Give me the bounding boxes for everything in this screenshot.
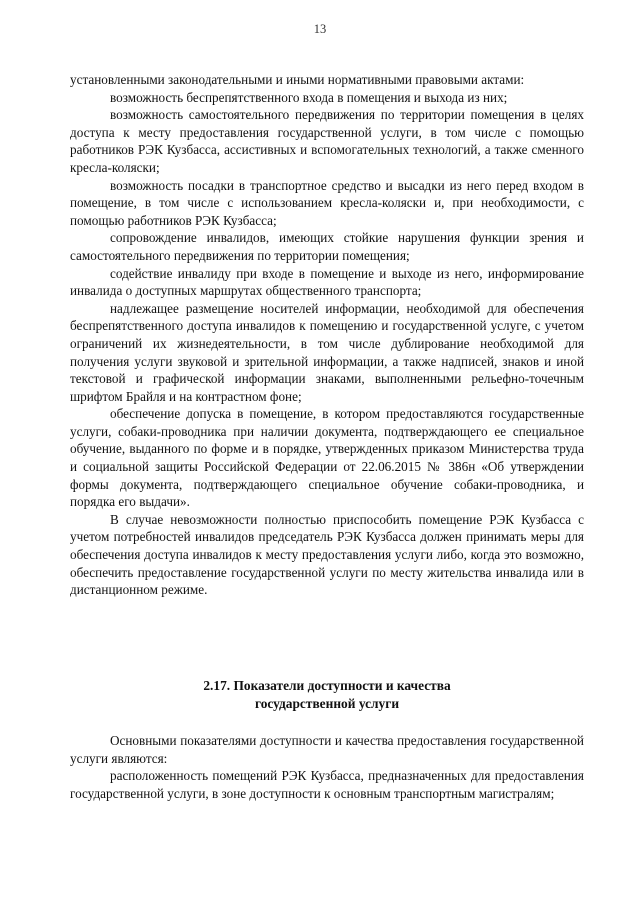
- section-heading-line-1: 2.17. Показатели доступности и качества: [203, 678, 451, 693]
- paragraph: сопровождение инвалидов, имеющих стойкие нарушения функции зрения и самостоятельного передвижения по территории помещения;: [70, 230, 584, 263]
- paragraph: надлежащее размещение носителей информации, необходимой для обеспечения беспрепятственного доступа инвалидов к помещению и государственной услуге, с учетом ограничений их жизнедеятельности, в том числе дублирование необходимой для получения услуги звуковой и зрительной информации, а также надписей, знаков и иной текстовой и графической информации знаками, выполненными рельефно-точечным шрифтом Брайля и на контрастном фоне;: [70, 300, 584, 404]
- paragraph: содействие инвалиду при входе в помещение и выходе из него, информирование инвалида о доступных маршрутах общественного транспорта;: [70, 265, 584, 299]
- body-text-bottom: [70, 732, 584, 802]
- paragraph: возможность самостоятельного передвижения по территории помещения в целях доступа к месту предоставления государственной услуги, в том числе с помощью работников РЭК Кузбасса, ассистивных и вспомогательных технологий, а также сменного кресла-коляски;: [70, 107, 584, 175]
- paragraph: В случае невозможности полностью приспособить помещение РЭК Кузбасса с учетом потребностей инвалидов председатель РЭК Кузбасса должен принимать меры для обеспечения доступа инвалидов к месту предоставления услуги либо, когда это возможно, обеспечить предоставление государственной услуги по месту жительства инвалида или в дистанционном режиме.: [70, 511, 584, 598]
- paragraph: обеспечение допуска в помещение, в котором предоставляются государственные услуги, собаки-проводника при наличии документа, подтверждающего ее специальное обучение, выданного по форме и в порядке, утвержденных приказом Министерства труда и социальной защиты Российской Федерации от 22.06.2015 № 386н «Об утверждении формы документа, подтверждающего специальное обучение собаки-проводника, и порядка его выдачи».: [70, 406, 584, 510]
- paragraph: возможность беспрепятственного входа в помещения и выхода из них;: [110, 89, 508, 105]
- paragraph: возможность посадки в транспортное средство и высадки из него перед входом в помещение, в том числе с использованием кресла-коляски и, при необходимости, с помощью работников РЭК Кузбасса;: [70, 177, 584, 228]
- paragraph: Основными показателями доступности и качества предоставления государственной услуги являются:: [70, 733, 584, 766]
- section-heading: [70, 677, 584, 713]
- section-heading-line-2: государственной услуги: [254, 696, 400, 711]
- paragraph: расположенность помещений РЭК Кузбасса, предназначенных для предоставления государственной услуги, в зоне доступности к основным транспортным магистралям;: [70, 768, 584, 801]
- body-text-top: [70, 71, 584, 599]
- paragraph: установленными законодательными и иными нормативными правовыми актами:: [70, 72, 525, 87]
- page-number: 13: [313, 22, 327, 36]
